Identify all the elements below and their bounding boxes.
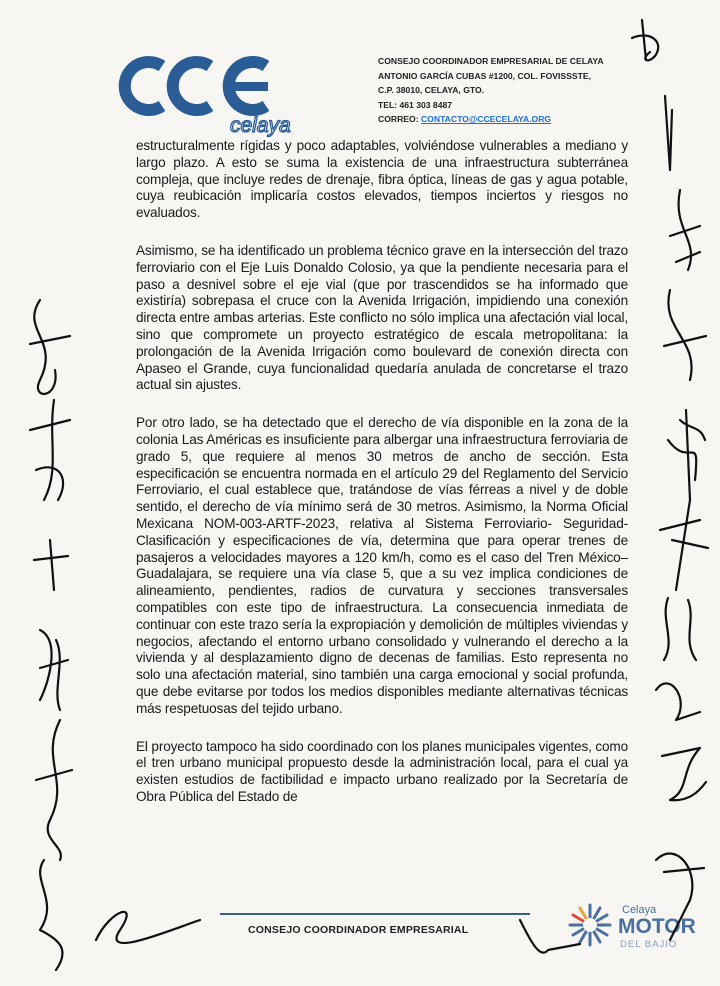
- org-postal: C.P. 38010, CELAYA, GTO.: [378, 85, 485, 96]
- cce-logo: [118, 54, 291, 137]
- org-phone: TEL: 461 303 8487: [378, 99, 453, 110]
- letter-body: [136, 138, 628, 827]
- motor-region: DEL BAJIO: [620, 939, 678, 950]
- motor-city: Celaya: [622, 904, 657, 916]
- paragraph: Asimismo, se ha identificado un problema técnico grave en la intersección del trazo ferroviario con el Eje Luis Donaldo Colosio, ya que la pendiente necesaria para el paso a desnivel sobre el eje vial (que por trascendidos se ha informado que existiría) sobrepasa el cruce con la Avenida Irrigación, impidiendo una conexión directa entre ambas arterias. Este conflicto no sólo implica una afectación vial local, sino que compromete un proyecto estratégico de escala metropolitana: la prolongación de la Avenida Irrigación como boulevard de conexión directa con Apaseo el Grande, cuya funcionalidad quedaría anulada de concretarse el trazo actual sin ajustes.: [136, 242, 628, 393]
- email-link[interactable]: CONTACTO@CCECELAYA.ORG: [420, 114, 552, 125]
- org-email-row: [378, 112, 604, 127]
- paragraph: Por otro lado, se ha detectado que el derecho de vía disponible en la zona de la colonia Las Américas es insuficiente para albergar una infraestructura ferroviaria de grado 5, que requiere al menos 30 metros de ancho de sección. Esta especificación se encuentra normada en el artículo 29 del Reglamento del Servicio Ferroviario, el cual establece que, tratándose de vías férreas a nivel y de doble sentido, el derecho de vía mínimo será de 30 metros. Asimismo, la Norma Oficial Mexicana NOM-003-ARTF-2023, relativa al Sistema Ferroviario- Seguridad-Clasificación y especificaciones de vía, determina que para operar trenes de pasajeros a velocidades mayores a 120 km/h, como es el caso del Tren México–Guadalajara, se requiere una vía clase 5, que a su vez implica condiciones de alineamiento, pendientes, radios de curvatura y secciones transversales compatibles con este tipo de infraestructura. La consecuencia inmediata de continuar con este trazo sería la expropiación y demolición de múltiples viviendas y negocios, afectando el entorno urbano consolidado y vulnerando el derecho a la vivienda y al desplazamiento digno de decenas de familias. Esto representa no solo una afectación material, sino también una carga emocional y social profunda, que debe evitarse por todos los medios disponibles mediante alternativas técnicas más respetuosas del tejido urbano.: [136, 415, 628, 716]
- motor-word: MOTOR: [618, 915, 696, 938]
- logo-subtitle: celaya: [230, 114, 291, 137]
- org-name: CONSEJO COORDINADOR EMPRESARIAL DE CELAYA: [378, 56, 604, 66]
- celaya-motor-logo: [560, 895, 710, 955]
- org-address: ANTONIO GARCÍA CUBAS #1200, COL. FOVISSSTE,: [378, 70, 591, 81]
- paragraph: estructuralmente rígidas y poco adaptables, volviéndose vulnerables a mediano y largo plazo. A esto se suma la existencia de una infraestructura subterránea compleja, que incluye redes de drenaje, fibra óptica, líneas de gas y agua potable, cuya reubicación implicaría costos elevados, tiempos inciertos y riesgos no evaluados.: [136, 138, 628, 221]
- footer-divider: [220, 913, 530, 915]
- paragraph: El proyecto tampoco ha sido coordinado con los planes municipales vigentes, como el tren urbano municipal propuesto desde la administración local, para el cual ya existen estudios de factibilidad e impacto urbano realizado por la Secretaría de Obra Pública del Estado de: [136, 738, 629, 804]
- footer-org-name: CONSEJO COORDINADOR EMPRESARIAL: [248, 924, 469, 936]
- email-label: CORREO:: [378, 114, 421, 125]
- organization-info: [378, 54, 604, 127]
